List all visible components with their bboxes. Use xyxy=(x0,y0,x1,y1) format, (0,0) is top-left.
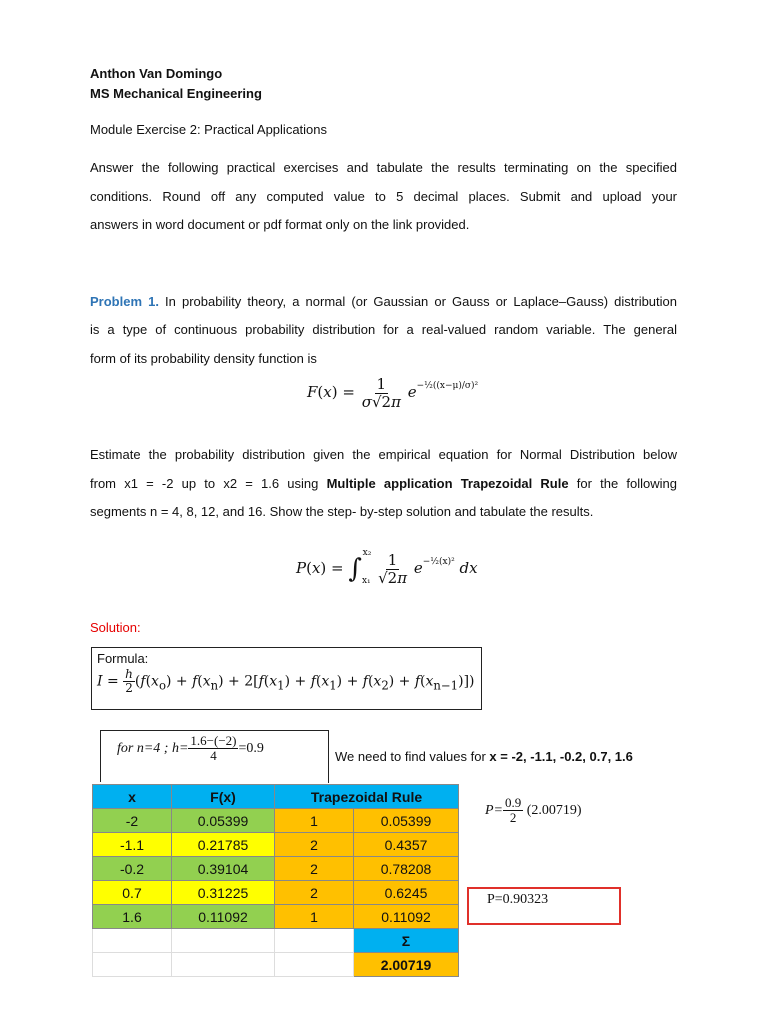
author-name: Anthon Van Domingo xyxy=(90,66,223,81)
formula-box xyxy=(91,647,482,710)
table-row xyxy=(93,881,459,905)
header-rule: Trapezoidal Rule xyxy=(275,785,459,809)
estimate-line-1: Estimate the probability distribution given the empirical equation for Normal Distribution below xyxy=(90,447,677,462)
intro-line-1: Answer the following practical exercises and tabulate the results terminating on the specified xyxy=(90,160,677,175)
sigma-cell: Σ xyxy=(354,929,459,953)
cell-coef: 2 xyxy=(275,881,354,905)
empty-cell xyxy=(275,953,354,977)
cell-coef: 1 xyxy=(275,809,354,833)
solution-label: Solution: xyxy=(90,620,141,635)
table-row xyxy=(93,857,459,881)
p-denominator: 2 xyxy=(509,810,517,826)
trapezoidal-formula: I = $\frac{h}{2}$ $(f(x_o) + f(x_n) + 2[f(x_1) + f(x_1) + f(x_2) + f(x_{n-1})])$ xyxy=(97,667,475,696)
empty-cell xyxy=(93,953,172,977)
cell-coef: 2 xyxy=(275,857,354,881)
cell-fx: 0.05399 xyxy=(172,809,275,833)
p-multiplier: (2.00719) xyxy=(526,802,582,818)
cell-x: 1.6 xyxy=(93,905,172,929)
cell-val: 0.6245 xyxy=(354,881,459,905)
p-prefix: P= xyxy=(485,802,503,818)
cell-val: 0.78208 xyxy=(354,857,459,881)
estimate-line-2 xyxy=(90,476,677,491)
cell-val: 0.4357 xyxy=(354,833,459,857)
pdf-equation: F(x) = $\frac{1}{\sigma√2\pi}$ $e^{-\frac{1}{2}((x-\mu)/\sigma)^2}$ xyxy=(307,375,479,411)
header-fx: F(x) xyxy=(172,785,275,809)
header-x: x xyxy=(93,785,172,809)
estimate-line-3: segments n = 4, 8, 12, and 16. Show the step- by-step solution and tabulate the results. xyxy=(90,504,594,519)
h-calculation xyxy=(117,734,264,764)
estimate-method: Multiple application Trapezoidal Rule xyxy=(326,476,569,491)
empty-cell xyxy=(172,953,275,977)
p-calculation xyxy=(485,796,582,826)
cell-x: 0.7 xyxy=(93,881,172,905)
intro-line-2: conditions. Round off any computed value to 5 decimal places. Submit and upload your xyxy=(90,189,677,204)
author-program: MS Mechanical Engineering xyxy=(90,86,262,101)
module-title: Module Exercise 2: Practical Applications xyxy=(90,122,328,137)
intro-line-3: answers in word document or pdf format only on the link provided. xyxy=(90,217,470,232)
problem-line-3: form of its probability density function is xyxy=(90,351,317,366)
table-row xyxy=(93,833,459,857)
sum-cell: 2.00719 xyxy=(354,953,459,977)
table-row xyxy=(93,905,459,929)
p-result-box xyxy=(467,887,621,925)
problem-line-1 xyxy=(90,294,677,309)
p-numerator: 0.9 xyxy=(505,795,522,810)
empty-cell xyxy=(275,929,354,953)
cell-val: 0.11092 xyxy=(354,905,459,929)
table-row xyxy=(93,809,459,833)
h-prefix: for n=4 ; h= xyxy=(117,740,189,756)
empty-cell xyxy=(93,929,172,953)
table-sigma-row xyxy=(93,929,459,953)
problem-label: Problem 1. xyxy=(90,294,159,309)
cell-x: -2 xyxy=(93,809,172,833)
estimate-line-2-post: for the following xyxy=(568,476,677,491)
cell-val: 0.05399 xyxy=(354,809,459,833)
h-box-tick xyxy=(328,777,329,783)
cell-fx: 0.11092 xyxy=(172,905,275,929)
trapezoidal-table xyxy=(92,784,459,977)
problem-line-1-text: In probability theory, a normal (or Gaussian or Gauss or Laplace–Gauss) distribution xyxy=(158,294,677,309)
cell-coef: 1 xyxy=(275,905,354,929)
cell-fx: 0.21785 xyxy=(172,833,275,857)
cell-fx: 0.31225 xyxy=(172,881,275,905)
problem-line-2: is a type of continuous probability distribution for a real-valued random variable. The general xyxy=(90,322,677,337)
cell-coef: 2 xyxy=(275,833,354,857)
find-values-list: x = -2, -1.1, -0.2, 0.7, 1.6 xyxy=(489,749,633,764)
p-result: P=0.90323 xyxy=(487,892,549,907)
cell-x: -0.2 xyxy=(93,857,172,881)
cell-fx: 0.39104 xyxy=(172,857,275,881)
find-values-text xyxy=(335,749,633,764)
h-denominator: 4 xyxy=(210,748,217,764)
h-numerator: 1.6−(−2) xyxy=(190,733,237,748)
estimate-line-2-pre: from x1 = -2 up to x2 = 1.6 using xyxy=(90,476,327,491)
find-values-prefix: We need to find values for xyxy=(335,749,490,764)
formula-label: Formula: xyxy=(97,651,149,666)
cell-x: -1.1 xyxy=(93,833,172,857)
empty-cell xyxy=(172,929,275,953)
table-header-row xyxy=(93,785,459,809)
table-sum-row xyxy=(93,953,459,977)
h-result: =0.9 xyxy=(238,740,264,756)
integral-equation: $P(x) = \int_{x_1}^{x_2}$ $\frac{1}{√2\pi}$ $e^{-\frac{1}{2}(x)^2}$ dx xyxy=(296,548,478,587)
